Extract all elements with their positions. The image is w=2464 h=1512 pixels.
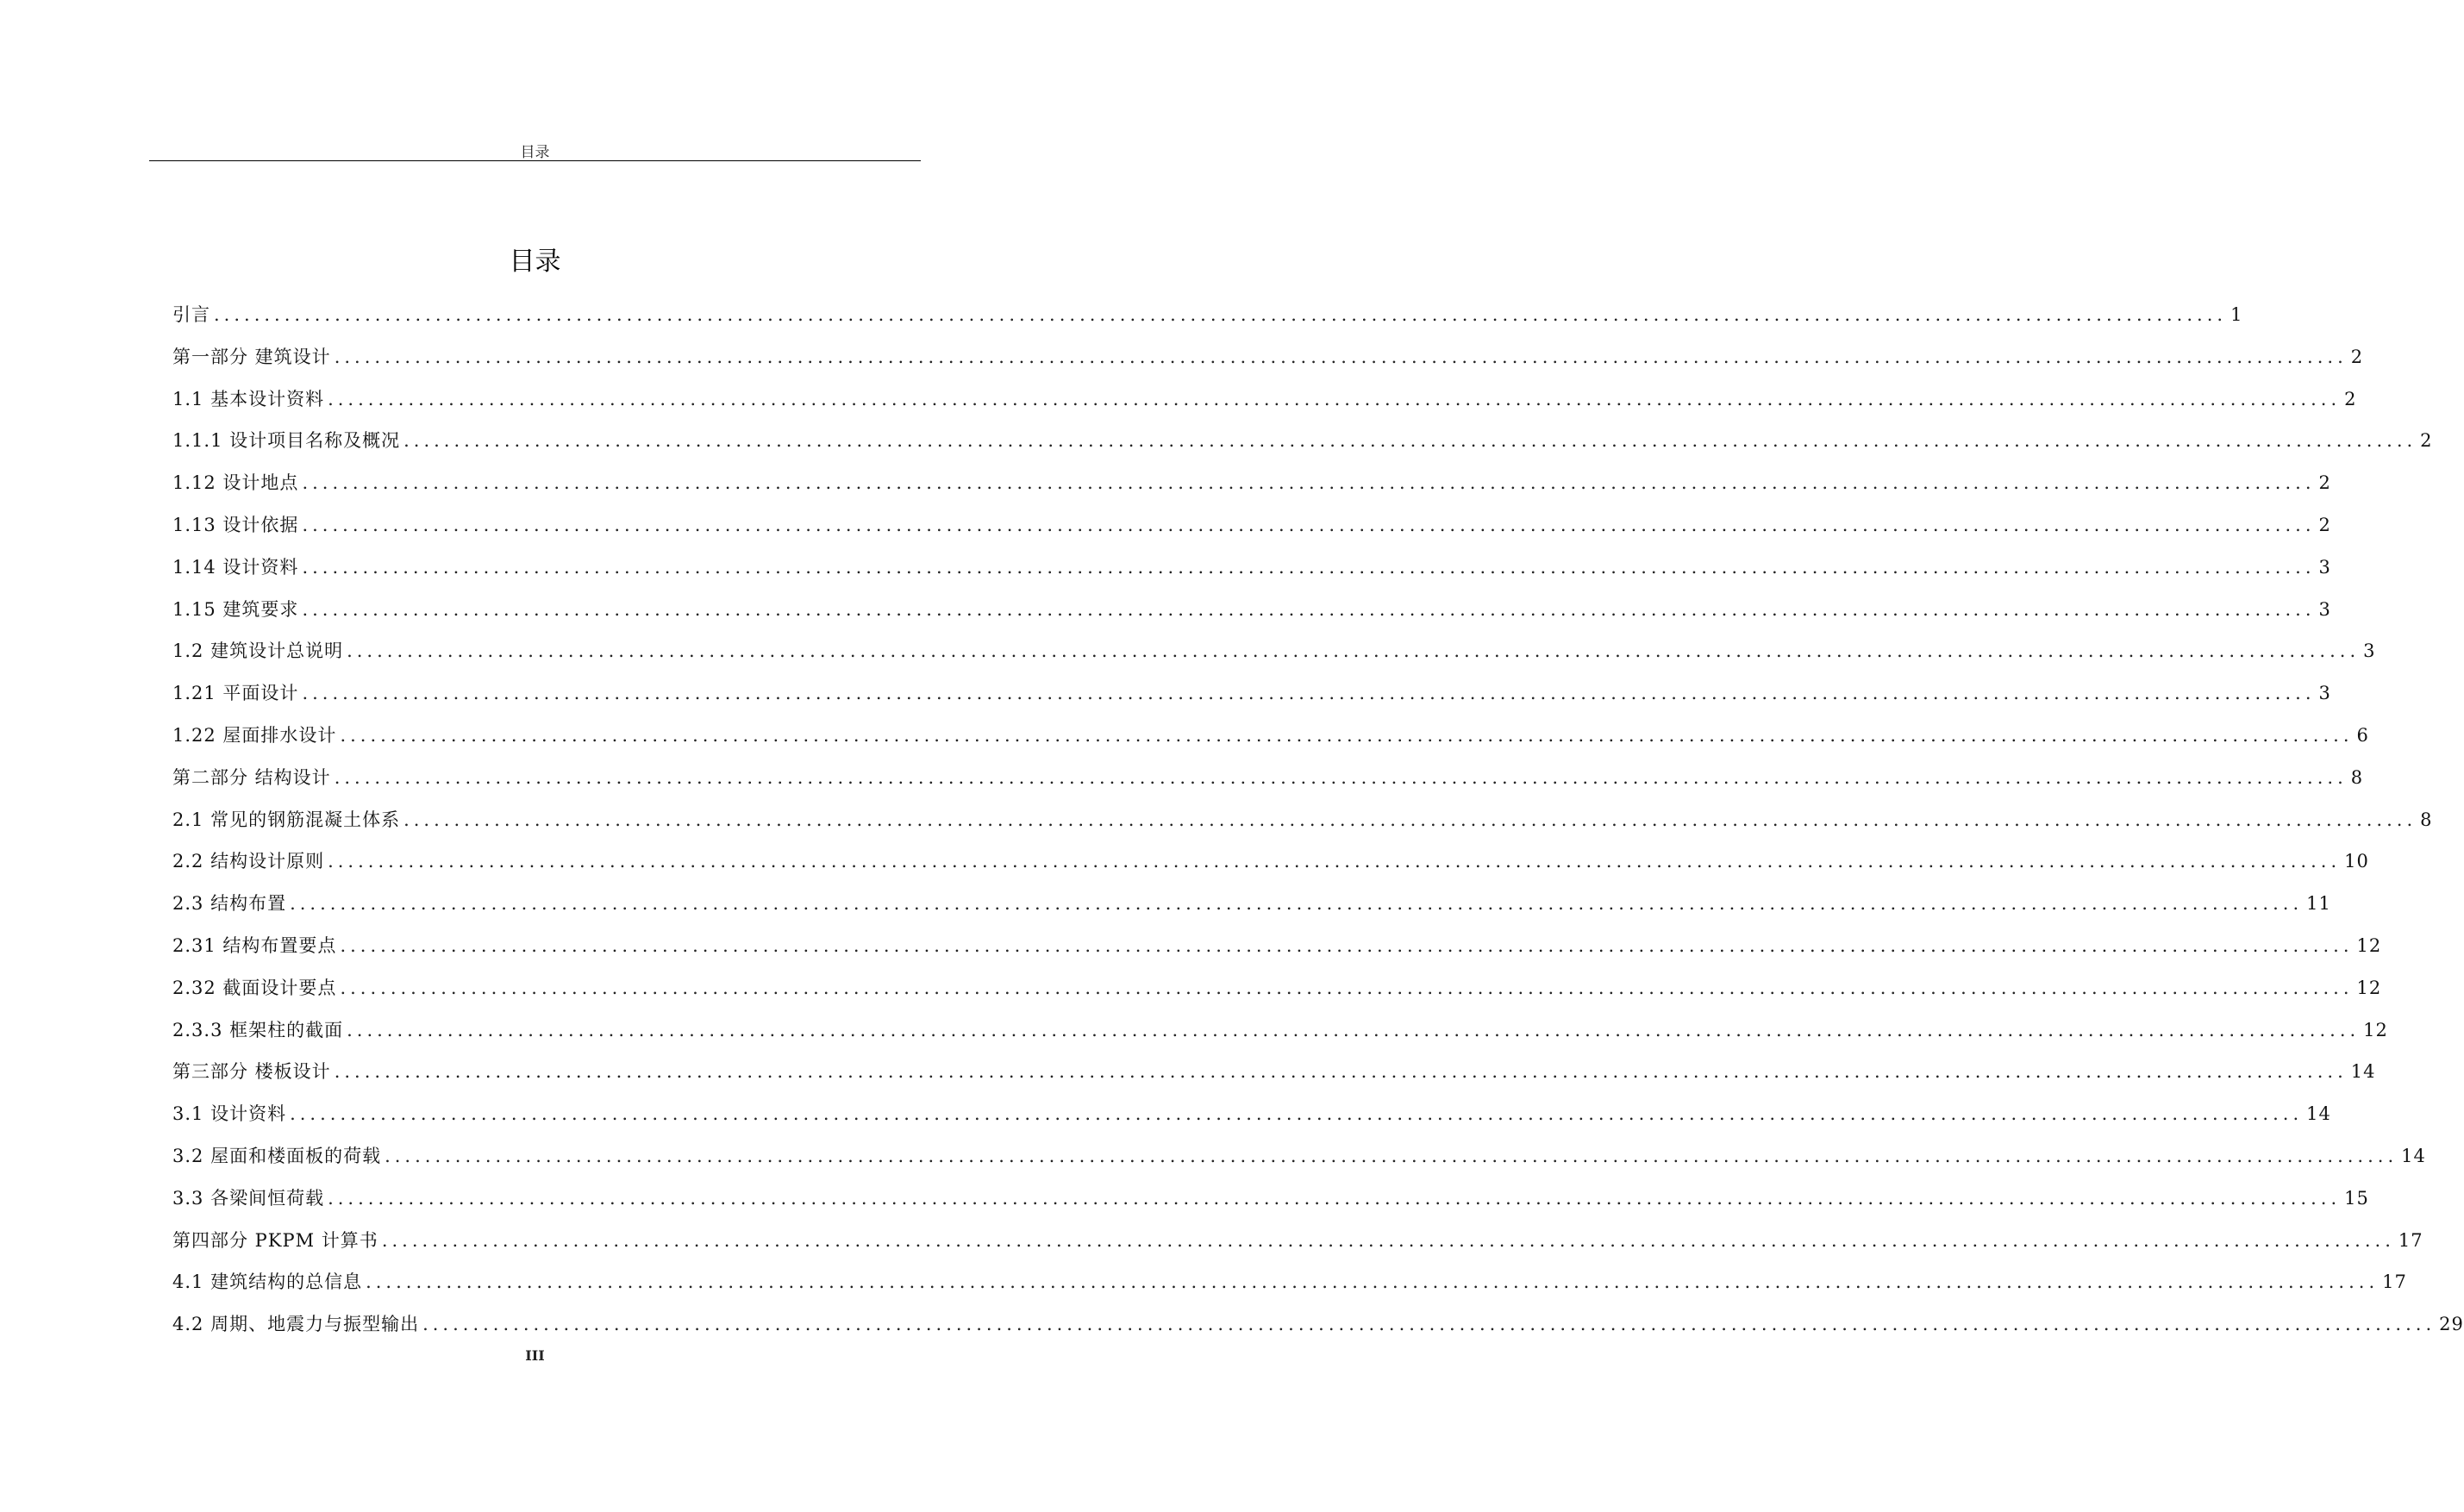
toc-entry-label: 1.14 设计资料 xyxy=(172,556,299,578)
toc-entry[interactable] xyxy=(172,932,2382,974)
toc-entry-label: 3.2 屋面和楼面板的荷载 xyxy=(172,1145,382,1166)
toc-entry[interactable] xyxy=(172,890,2331,932)
toc-dot-leader: ........................................................................................................................................................................................................ xyxy=(422,1314,2436,1335)
toc-entry-page: 11 xyxy=(2306,893,2331,915)
toc-entry-page: 15 xyxy=(2344,1187,2369,1209)
toc-entry[interactable] xyxy=(172,1310,2464,1353)
toc-entry-page: 3 xyxy=(2318,598,2331,620)
toc-entry-page: 2 xyxy=(2318,514,2331,535)
toc-entry-label: 3.1 设计资料 xyxy=(172,1103,287,1125)
toc-dot-leader: ........................................................................................................................................................................................................ xyxy=(347,640,2361,662)
toc-entry-page: 2 xyxy=(2350,346,2364,367)
toc-dot-leader: ........................................................................................................................................................................................................ xyxy=(290,1103,2304,1125)
toc-entry-label: 1.21 平面设计 xyxy=(172,683,299,704)
toc-dot-leader: ........................................................................................................................................................................................................ xyxy=(403,809,2417,830)
toc-entry[interactable] xyxy=(172,764,2364,806)
toc-list xyxy=(172,301,2464,1353)
toc-dot-leader: ........................................................................................................................................................................................................ xyxy=(403,430,2417,452)
toc-dot-leader: ........................................................................................................................................................................................................ xyxy=(340,977,2354,998)
toc-entry-page: 12 xyxy=(2356,934,2382,956)
toc-entry-page: 8 xyxy=(2350,766,2364,788)
toc-dot-leader: ........................................................................................................................................................................................................ xyxy=(366,1271,2380,1293)
toc-entry[interactable] xyxy=(172,1184,2369,1227)
toc-entry[interactable] xyxy=(172,553,2331,596)
toc-entry-label: 2.32 截面设计要点 xyxy=(172,977,337,998)
toc-entry-page: 6 xyxy=(2356,724,2369,746)
toc-entry[interactable] xyxy=(172,301,2243,343)
toc-entry-label: 1.1.1 设计项目名称及概况 xyxy=(172,430,401,452)
toc-entry-label: 1.1 基本设计资料 xyxy=(172,388,325,409)
toc-entry[interactable] xyxy=(172,1016,2388,1059)
toc-entry-page: 2 xyxy=(2344,388,2357,409)
toc-entry-label: 1.22 屋面排水设计 xyxy=(172,724,337,746)
toc-entry-page: 8 xyxy=(2420,809,2433,830)
toc-dot-leader: ........................................................................................................................................................................................................ xyxy=(347,1019,2361,1040)
toc-entry-page: 12 xyxy=(2363,1019,2388,1040)
toc-dot-leader: ........................................................................................................................................................................................................ xyxy=(328,1187,2342,1209)
toc-entry-label: 2.3 结构布置 xyxy=(172,893,287,915)
toc-entry-page: 14 xyxy=(2306,1103,2331,1125)
toc-entry[interactable] xyxy=(172,722,2369,764)
page-number: III xyxy=(525,1347,545,1364)
toc-entry[interactable] xyxy=(172,1058,2376,1100)
toc-entry-label: 1.12 设计地点 xyxy=(172,472,299,494)
toc-entry[interactable] xyxy=(172,637,2376,679)
toc-entry[interactable] xyxy=(172,596,2331,638)
toc-entry-label: 第四部分 PKPM 计算书 xyxy=(172,1229,378,1251)
toc-entry[interactable] xyxy=(172,1227,2423,1269)
toc-dot-leader: ........................................................................................................................................................................................................ xyxy=(334,1061,2348,1083)
toc-entry-label: 第三部分 楼板设计 xyxy=(172,1061,331,1083)
toc-dot-leader: ........................................................................................................................................................................................................ xyxy=(340,724,2354,746)
toc-entry-page: 1 xyxy=(2230,304,2243,325)
toc-entry-page: 3 xyxy=(2318,556,2331,578)
toc-entry-label: 4.2 周期、地震力与振型输出 xyxy=(172,1314,420,1335)
toc-entry-page: 3 xyxy=(2363,640,2376,662)
toc-entry[interactable] xyxy=(172,974,2382,1016)
toc-entry-page: 14 xyxy=(2350,1061,2376,1083)
toc-dot-leader: ........................................................................................................................................................................................................ xyxy=(334,346,2348,367)
toc-entry[interactable] xyxy=(172,679,2331,722)
toc-dot-leader: ........................................................................................................................................................................................................ xyxy=(302,683,2316,704)
toc-entry-label: 4.1 建筑结构的总信息 xyxy=(172,1271,363,1293)
toc-dot-leader: ........................................................................................................................................................................................................ xyxy=(302,514,2316,535)
toc-entry[interactable] xyxy=(172,806,2433,848)
toc-dot-leader: ........................................................................................................................................................................................................ xyxy=(334,766,2348,788)
toc-dot-leader: ........................................................................................................................................................................................................ xyxy=(328,388,2342,409)
toc-entry-page: 2 xyxy=(2420,430,2433,452)
toc-entry-page: 12 xyxy=(2356,977,2382,998)
toc-entry-page: 2 xyxy=(2318,472,2331,494)
running-header: 目录 xyxy=(520,144,550,161)
toc-entry-page: 17 xyxy=(2398,1229,2423,1251)
header-rule xyxy=(149,160,921,161)
toc-entry[interactable] xyxy=(172,1142,2426,1184)
toc-entry-label: 3.3 各梁间恒荷载 xyxy=(172,1187,325,1209)
toc-entry-label: 1.13 设计依据 xyxy=(172,514,299,535)
toc-entry-page: 10 xyxy=(2344,851,2369,872)
toc-entry-page: 14 xyxy=(2401,1145,2426,1166)
toc-entry-label: 2.1 常见的钢筋混凝土体系 xyxy=(172,809,401,830)
toc-entry-label: 2.31 结构布置要点 xyxy=(172,934,337,956)
toc-entry-page: 29 xyxy=(2439,1314,2464,1335)
toc-entry-label: 第二部分 结构设计 xyxy=(172,766,331,788)
toc-entry[interactable] xyxy=(172,469,2331,511)
toc-entry-page: 3 xyxy=(2318,683,2331,704)
toc-dot-leader: ........................................................................................................................................................................................................ xyxy=(340,934,2354,956)
toc-entry[interactable] xyxy=(172,847,2369,890)
toc-entry-label: 第一部分 建筑设计 xyxy=(172,346,331,367)
toc-entry[interactable] xyxy=(172,385,2357,428)
toc-title: 目录 xyxy=(509,247,561,277)
toc-entry-label: 2.2 结构设计原则 xyxy=(172,851,325,872)
toc-dot-leader: ........................................................................................................................................................................................................ xyxy=(290,893,2304,915)
toc-entry-label: 引言 xyxy=(172,304,210,325)
toc-dot-leader: ........................................................................................................................................................................................................ xyxy=(328,851,2342,872)
toc-entry-label: 1.15 建筑要求 xyxy=(172,598,299,620)
toc-dot-leader: ........................................................................................................................................................................................................ xyxy=(302,598,2316,620)
toc-entry[interactable] xyxy=(172,427,2433,469)
toc-entry-page: 17 xyxy=(2382,1271,2407,1293)
toc-entry-label: 2.3.3 框架柱的截面 xyxy=(172,1019,344,1040)
toc-entry[interactable] xyxy=(172,1100,2331,1142)
toc-entry-label: 1.2 建筑设计总说明 xyxy=(172,640,344,662)
toc-dot-leader: ........................................................................................................................................................................................................ xyxy=(302,556,2316,578)
toc-dot-leader: ........................................................................................................................................................................................................ xyxy=(214,304,2228,325)
toc-entry[interactable] xyxy=(172,511,2331,553)
toc-dot-leader: ........................................................................................................................................................................................................ xyxy=(302,472,2316,494)
toc-entry[interactable] xyxy=(172,1268,2407,1310)
toc-dot-leader: ........................................................................................................................................................................................................ xyxy=(381,1229,2395,1251)
toc-entry[interactable] xyxy=(172,343,2364,385)
toc-dot-leader: ........................................................................................................................................................................................................ xyxy=(385,1145,2398,1166)
